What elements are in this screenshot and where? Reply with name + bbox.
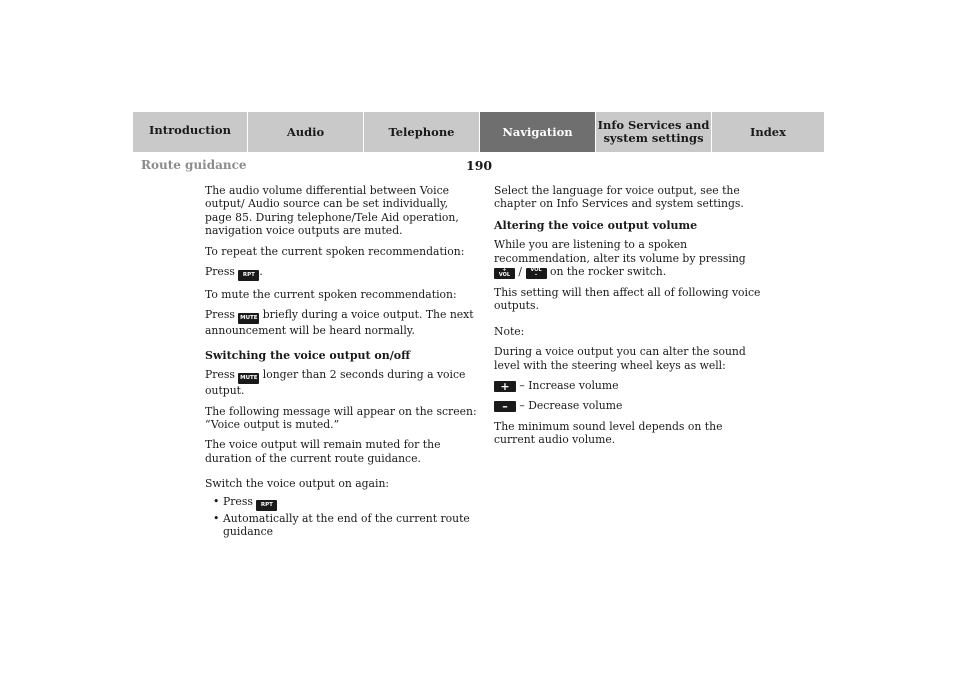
text: – Increase volume xyxy=(516,379,619,393)
tab-telephone[interactable]: Telephone xyxy=(364,112,479,152)
text: . xyxy=(259,265,263,279)
mute-key-icon: MUTE xyxy=(238,313,259,324)
list-item: • Automatically at the end of the current route guidance xyxy=(213,512,477,539)
tab-audio[interactable]: Audio xyxy=(248,112,363,152)
paragraph xyxy=(205,405,477,432)
section-title: Route guidance xyxy=(141,158,247,172)
vol-up-plus-icon: + xyxy=(502,267,507,274)
paragraph: This setting will then affect all of following voice outputs. xyxy=(494,286,761,313)
tab-introduction[interactable]: Introduction xyxy=(133,112,247,152)
text: “Voice output is muted.” xyxy=(205,418,340,432)
chapter-tabs xyxy=(133,112,825,152)
vol-down-minus-icon: – xyxy=(534,272,538,279)
mute-key-icon: MUTE xyxy=(238,373,259,384)
text: Press xyxy=(205,265,239,279)
rpt-key-icon: RPT xyxy=(256,500,277,511)
plus-key-icon: + xyxy=(494,381,516,392)
text: longer than 2 seconds during a voice output. xyxy=(205,368,466,398)
note-label: Note: xyxy=(494,324,525,338)
paragraph xyxy=(205,368,477,397)
paragraph xyxy=(494,238,766,279)
heading: Altering the voice output volume xyxy=(494,218,698,232)
right-column xyxy=(494,184,766,454)
tab-index[interactable]: Index xyxy=(712,112,824,152)
text: While you are listening to a spoken recommendation, alter its volume by pressing xyxy=(494,238,746,265)
paragraph: During a voice output you can alter the sound level with the steering wheel keys as well: xyxy=(494,345,746,372)
tab-info-services[interactable] xyxy=(596,112,711,152)
paragraph xyxy=(494,379,766,392)
heading: Switching the voice output on/off xyxy=(205,348,411,362)
paragraph xyxy=(494,399,766,412)
paragraph: The minimum sound level depends on the current audio volume. xyxy=(494,419,723,447)
tab-info-services-line1: Info Services and xyxy=(597,118,710,132)
text: Press xyxy=(223,494,257,508)
text: – Decrease volume xyxy=(516,399,623,413)
vol-up-key-icon xyxy=(494,268,515,279)
paragraph: To mute the current spoken recommendation: xyxy=(205,288,457,302)
tab-info-services-label xyxy=(598,119,710,145)
page-number: 190 xyxy=(466,158,493,173)
text: Press xyxy=(205,368,239,382)
left-column xyxy=(205,184,477,540)
tab-navigation[interactable]: Navigation xyxy=(480,112,595,152)
paragraph: Switch the voice output on again: xyxy=(205,477,390,491)
paragraph xyxy=(205,265,477,281)
text: on the rocker switch. xyxy=(546,265,667,279)
paragraph: The audio volume differential between Voice output/ Audio source can be set individually, page 85. During telephone/Tele Aid operation, navigation voice outputs are muted. xyxy=(205,184,459,238)
rpt-key-icon: RPT xyxy=(238,270,259,281)
text: briefly during a voice output. The next announcement will be heard normally. xyxy=(205,308,474,338)
paragraph xyxy=(205,308,477,337)
paragraph: The voice output will remain muted for the duration of the current route guidance. xyxy=(205,438,441,465)
text: / xyxy=(515,265,526,279)
vol-up-label: VOL xyxy=(498,272,511,279)
vol-down-key-icon xyxy=(526,268,547,279)
minus-key-icon: – xyxy=(494,401,516,412)
text: Press xyxy=(205,308,239,322)
vol-down-label: VOL xyxy=(530,267,542,274)
text: The following message will appear on the screen: xyxy=(205,404,477,418)
paragraph: Select the language for voice output, see the chapter on Info Services and system settings. xyxy=(494,184,744,211)
tab-info-services-line2: system settings xyxy=(603,131,704,145)
bullet-list xyxy=(205,495,477,539)
list-item xyxy=(213,495,477,511)
paragraph: To repeat the current spoken recommendation: xyxy=(205,244,465,258)
